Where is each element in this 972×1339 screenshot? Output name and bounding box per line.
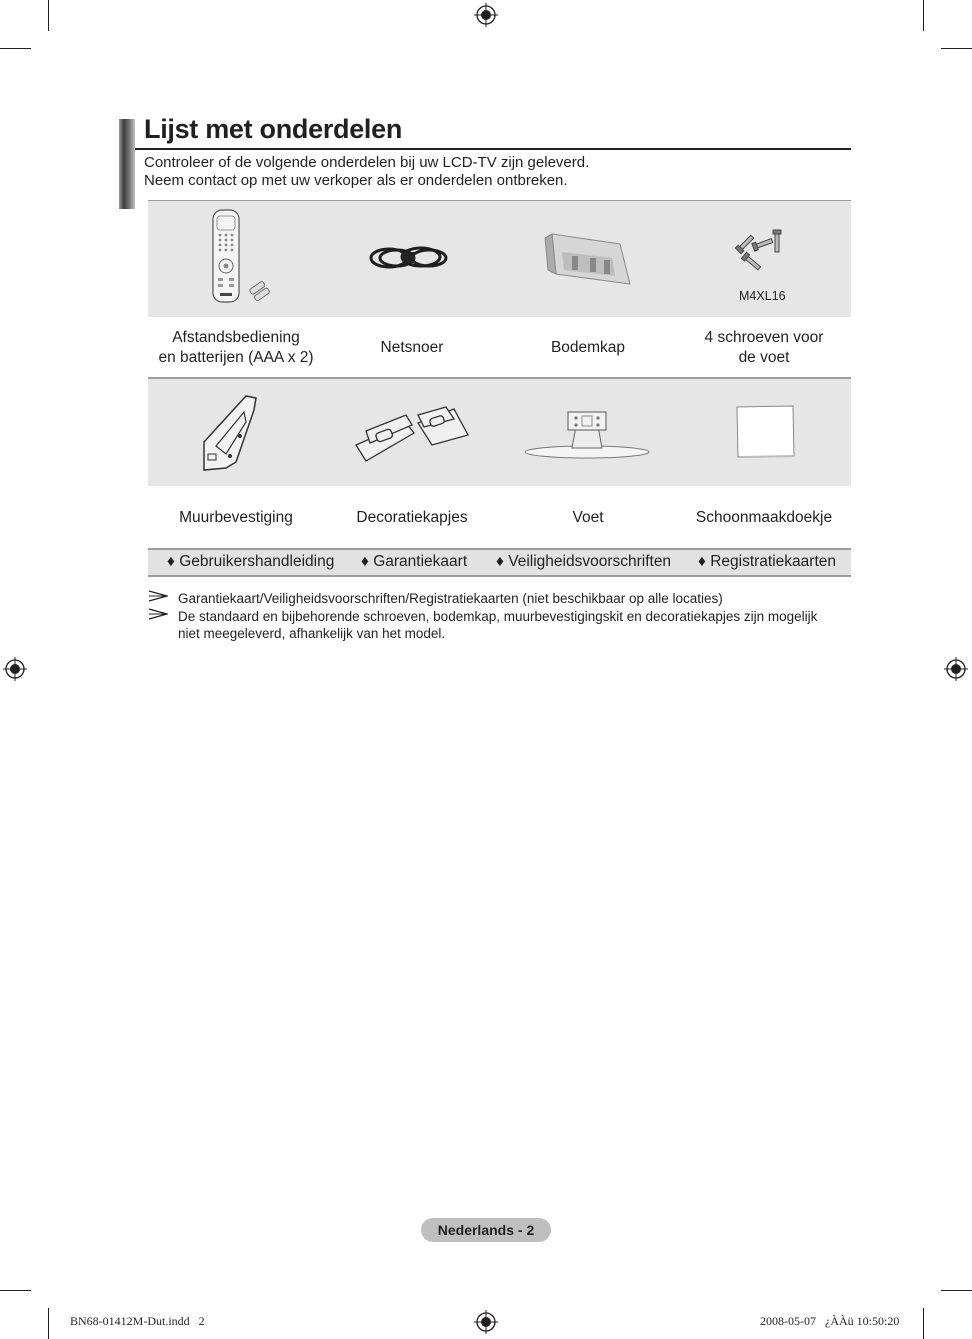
crop-mark bbox=[941, 1290, 972, 1291]
item-label-power-cord: Netsnoer bbox=[380, 339, 444, 356]
screw-size-caption: M4XL16 bbox=[739, 289, 786, 303]
print-slug-file: BN68-01412M-Dut.indd 2 bbox=[70, 1314, 205, 1328]
note-text-2 bbox=[178, 608, 817, 642]
crop-mark bbox=[923, 0, 924, 31]
note-arrow-icon bbox=[148, 608, 168, 620]
title-underline bbox=[135, 148, 851, 150]
item-label-line: 4 schroeven voor bbox=[704, 329, 824, 346]
screws-icon bbox=[733, 228, 789, 274]
accessory-user-manual: ♦ Gebruikershandleiding bbox=[167, 553, 335, 570]
print-slug-timestamp: 2008-05-07 ¿ÀÀü 10:50:20 bbox=[760, 1314, 900, 1328]
item-label-decoration-caps: Decoratiekapjes bbox=[356, 509, 468, 526]
item-label-line: de voet bbox=[738, 349, 790, 366]
item-label-cleaning-cloth: Schoonmaakdoekje bbox=[695, 509, 833, 526]
item-label-stand: Voet bbox=[572, 509, 604, 526]
note-text-1: Garantiekaart/Veiligheidsvoorschriften/Registratiekaarten (niet beschikbaar op alle locaties) bbox=[178, 591, 723, 606]
intro-text-line2: Neem contact op met uw verkoper als er onderdelen ontbreken. bbox=[144, 172, 568, 189]
crop-mark bbox=[0, 1290, 31, 1291]
decoration-caps-icon bbox=[354, 405, 472, 465]
accessory-warranty-card: ♦ Garantiekaart bbox=[361, 553, 468, 570]
cover-bottom-icon bbox=[542, 228, 634, 290]
registration-mark-icon bbox=[474, 3, 498, 27]
crop-mark bbox=[48, 0, 49, 31]
item-label-remote bbox=[148, 328, 324, 368]
page-number-label: Nederlands - 2 bbox=[421, 1218, 551, 1242]
note-text-line: niet meegeleverd, afhankelijk van het model. bbox=[178, 626, 446, 641]
registration-mark-icon bbox=[944, 657, 968, 681]
stand-icon bbox=[522, 408, 652, 460]
power-cord-icon bbox=[367, 240, 453, 276]
page-title: Lijst met onderdelen bbox=[144, 114, 403, 144]
item-label-line: Afstandsbediening bbox=[172, 329, 300, 346]
title-accent-bar bbox=[119, 119, 135, 209]
intro-text-line1: Controleer of de volgende onderdelen bij uw LCD-TV zijn geleverd. bbox=[144, 154, 590, 171]
registration-mark-icon bbox=[474, 1310, 498, 1334]
item-label-screws bbox=[676, 328, 852, 368]
item-label-wall-mount: Muurbevestiging bbox=[179, 509, 293, 526]
crop-mark bbox=[0, 48, 31, 49]
wall-mount-icon bbox=[196, 392, 262, 474]
note-text-line: De standaard en bijbehorende schroeven, bodemkap, muurbevestigingskit en decoratiekapjes zijn mogelijk bbox=[178, 609, 818, 624]
item-label-bottom-cover: Bodemkap bbox=[550, 339, 626, 356]
accessory-registration-cards: ♦ Registratiekaarten bbox=[698, 553, 837, 570]
crop-mark bbox=[48, 1308, 49, 1339]
note-arrow-icon bbox=[148, 590, 168, 602]
accessory-safety-guide: ♦ Veiligheidsvoorschriften bbox=[496, 553, 672, 570]
item-label-line: en batterijen (AAA x 2) bbox=[158, 349, 314, 366]
registration-mark-icon bbox=[3, 657, 27, 681]
cleaning-cloth-icon bbox=[733, 404, 797, 460]
crop-mark bbox=[923, 1308, 924, 1339]
remote-control-icon bbox=[205, 208, 275, 310]
crop-mark bbox=[941, 48, 972, 49]
